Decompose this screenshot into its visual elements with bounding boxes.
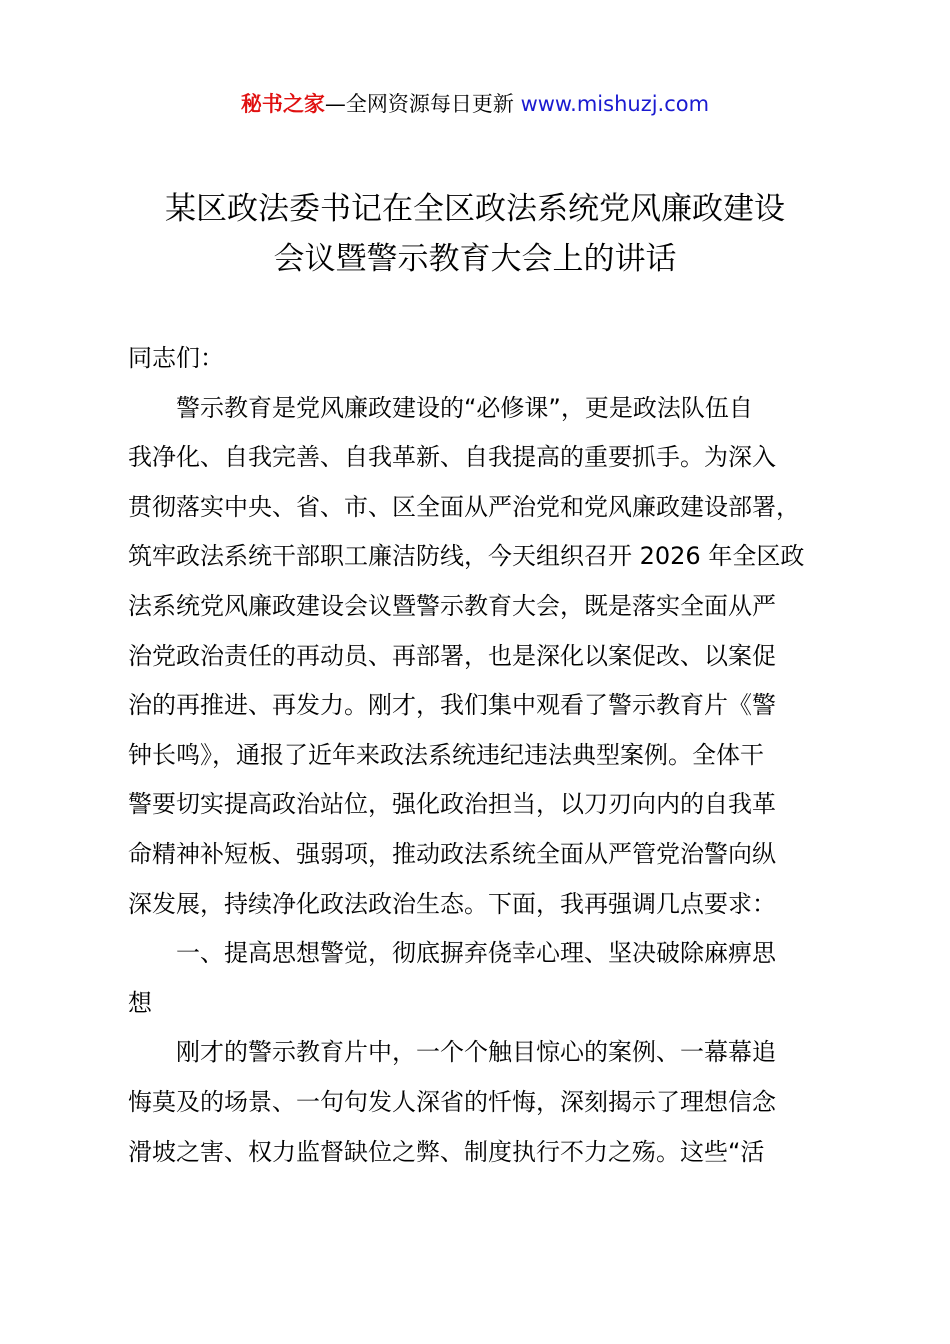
title-line-2: 会议暨警示教育大会上的讲话 [273, 241, 677, 277]
paragraph-line: 治的再推进、再发力。刚才，我们集中观看了警示教育片《警 [128, 691, 776, 720]
paragraph-1 [128, 384, 838, 930]
paragraph-line: 警示教育是党风廉政建设的“必修课”，更是政法队伍自 [176, 393, 753, 422]
paragraph-line: 法系统党风廉政建设会议暨警示教育大会，既是落实全面从严 [128, 591, 776, 620]
paragraph-line: 警要切实提高政治站位，强化政治担当，以刀刃向内的自我革 [128, 790, 776, 819]
heading-line: 想 [128, 988, 152, 1017]
title-line-1: 某区政法委书记在全区政法系统党风廉政建设 [165, 191, 785, 227]
paragraph-line: 刚才的警示教育片中，一个个触目惊心的案例、一幕幕追 [176, 1038, 776, 1067]
paragraph-line: 贯彻落实中央、省、市、区全面从严治党和党风廉政建设部署， [128, 492, 800, 521]
document-title [100, 184, 850, 284]
paragraph-line: 滑坡之害、权力监督缺位之弊、制度执行不力之殇。这些“活 [128, 1137, 765, 1166]
heading-line: 一、提高思想警觉，彻底摒弃侥幸心理、坚决破除麻痹思 [176, 939, 776, 968]
document-body [128, 334, 838, 1177]
paragraph-line: 治党政治责任的再动员、再部署，也是深化以案促改、以案促 [128, 641, 776, 670]
site-url-link[interactable]: www.mishuzj.com [520, 92, 710, 116]
paragraph-line: 筑牢政法系统干部职工廉洁防线，今天组织召开 2026 年全区政 [128, 542, 805, 571]
paragraph-line: 命精神补短板、强弱项，推动政法系统全面从严管党治警向纵 [128, 839, 776, 868]
header-tagline: —全网资源每日更新 [324, 92, 521, 116]
paragraph-line: 深发展，持续净化政法政治生态。下面，我再强调几点要求： [128, 889, 776, 918]
paragraph-line: 我净化、自我完善、自我革新、自我提高的重要抓手。为深入 [128, 443, 776, 472]
site-header [0, 88, 950, 120]
section-heading-1 [128, 929, 838, 1028]
salutation: 同志们： [128, 344, 224, 372]
paragraph-line: 钟长鸣》，通报了近年来政法系统违纪违法典型案例。全体干 [128, 740, 764, 769]
paragraph-2 [128, 1028, 838, 1177]
paragraph-line: 悔莫及的场景、一句句发人深省的忏悔，深刻揭示了理想信念 [128, 1087, 776, 1116]
brand-name: 秘书之家 [240, 92, 325, 116]
